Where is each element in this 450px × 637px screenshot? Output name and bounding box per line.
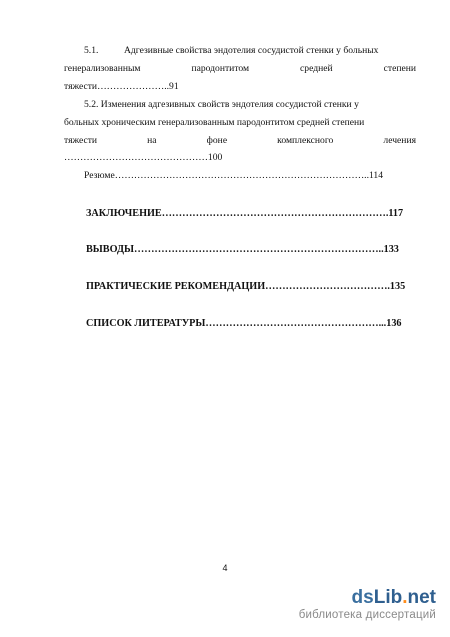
watermark-subtitle: библиотека диссертаций xyxy=(298,609,436,621)
toc-entry-5-1-line3: тяжести…………………..91 xyxy=(64,81,179,92)
toc-entry-5-1-title: Адгезивные свойства эндотелия сосудистой стенки у больных xyxy=(124,45,379,56)
toc-entry-conclusion: ЗАКЛЮЧЕНИЕ………………………………………………………….117 xyxy=(86,208,404,219)
logo-part-net: net xyxy=(407,587,436,608)
toc-entry-resume: Резюме……………………………………………………………………..114 xyxy=(84,170,384,181)
toc-entry-literature: СПИСОК ЛИТЕРАТУРЫ……………………………………………...136 xyxy=(86,318,402,329)
logo-part-ds: ds xyxy=(351,587,374,608)
toc-word: на xyxy=(147,135,157,146)
logo-part-lib: Lib xyxy=(373,587,403,608)
toc-word: пародонтитом xyxy=(191,63,250,74)
toc-word: лечения xyxy=(383,135,416,146)
toc-entry-5-2-line2: больных хроническим генерализованным пародонтитом средней степени xyxy=(64,117,365,128)
watermark xyxy=(299,588,436,622)
toc-entry-5-2-line3 xyxy=(64,135,416,147)
toc-word: тяжести xyxy=(64,135,98,146)
toc-entry-recommendations: ПРАКТИЧЕСКИЕ РЕКОМЕНДАЦИИ……………………………….135 xyxy=(86,281,406,292)
toc-word: средней xyxy=(300,63,333,74)
watermark-logo xyxy=(299,588,436,608)
toc-entry-5-2-line1: 5.2. Изменения адгезивных свойств эндотелия сосудистой стенки у xyxy=(84,99,359,110)
toc-entry-5-1-number: 5.1. xyxy=(84,45,99,56)
toc-word: фоне xyxy=(206,135,228,146)
toc-entry-5-1-line2 xyxy=(64,63,416,75)
page-number: 4 xyxy=(222,563,228,573)
toc-entry-5-2-line4: ………………………………………100 xyxy=(64,152,223,163)
toc-word: степени xyxy=(383,63,416,74)
logo-part-dot: . xyxy=(402,587,408,608)
toc-entry-findings: ВЫВОДЫ………………………………………………………………..133 xyxy=(86,244,399,255)
toc-word: комплексного xyxy=(277,135,334,146)
toc-word: генерализованным xyxy=(64,63,141,74)
toc-entry-5-1-line1 xyxy=(64,45,416,57)
